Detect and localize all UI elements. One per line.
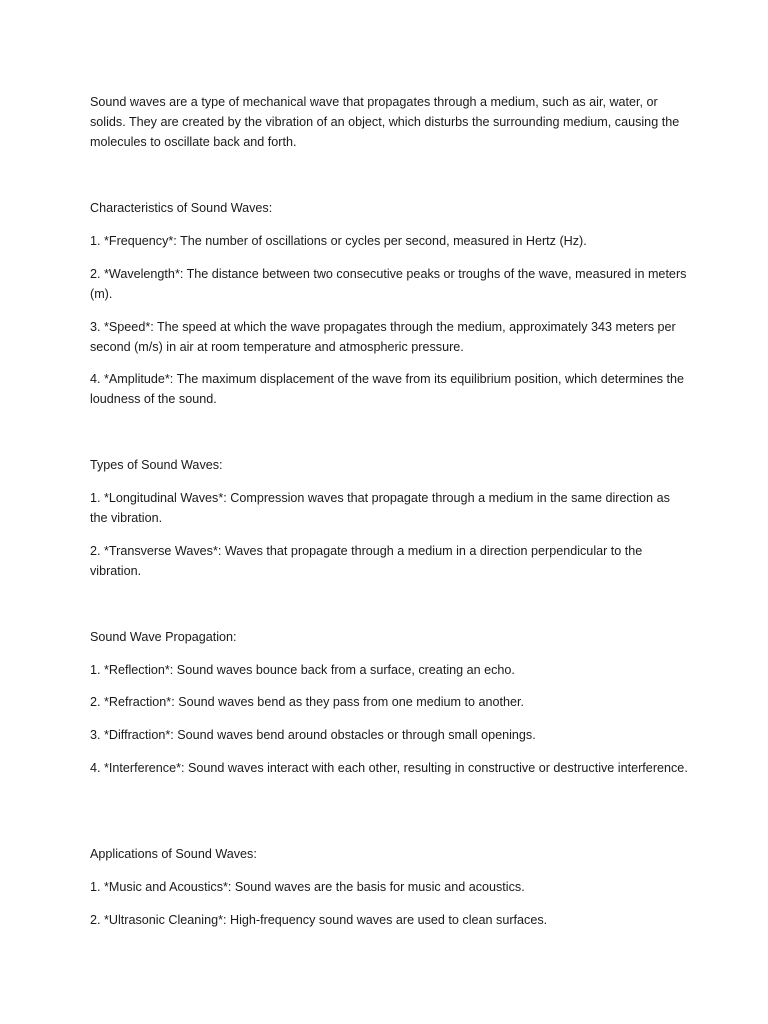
list-item: 4. *Interference*: Sound waves interact with each other, resulting in constructive or destructive interference.: [90, 761, 688, 775]
list-item: 2. *Transverse Waves*: Waves that propagate through a medium in a direction perpendicular to the vibration.: [90, 544, 643, 578]
list-item: 1. *Music and Acoustics*: Sound waves are the basis for music and acoustics.: [90, 880, 525, 894]
section-heading-types: Types of Sound Waves:: [90, 458, 223, 472]
list-item: 2. *Wavelength*: The distance between two consecutive peaks or troughs of the wave, measured in meters (m).: [90, 267, 687, 301]
section-heading-applications: Applications of Sound Waves:: [90, 847, 257, 861]
list-item: 1. *Frequency*: The number of oscillations or cycles per second, measured in Hertz (Hz).: [90, 234, 587, 248]
list-item: 4. *Amplitude*: The maximum displacement of the wave from its equilibrium position, which determines the loudness of the sound.: [90, 372, 685, 406]
list-item: 1. *Reflection*: Sound waves bounce back from a surface, creating an echo.: [90, 663, 515, 677]
intro-paragraph: Sound waves are a type of mechanical wave that propagates through a medium, such as air, water, or solids. They are created by the vibration of an object, which disturbs the surrounding medium, causing the molecules to oscillate back and forth.: [90, 95, 680, 149]
section-heading-characteristics: Characteristics of Sound Waves:: [90, 201, 273, 215]
list-item: 2. *Ultrasonic Cleaning*: High-frequency sound waves are used to clean surfaces.: [90, 913, 548, 927]
list-item: 3. *Speed*: The speed at which the wave propagates through the medium, approximately 343 meters per second (m/s) in air at room temperature and atmospheric pressure.: [90, 320, 676, 354]
list-item: 3. *Diffraction*: Sound waves bend around obstacles or through small openings.: [90, 728, 536, 742]
section-heading-propagation: Sound Wave Propagation:: [90, 630, 237, 644]
list-item: 1. *Longitudinal Waves*: Compression waves that propagate through a medium in the same direction as the vibration.: [90, 491, 670, 525]
list-item: 2. *Refraction*: Sound waves bend as they pass from one medium to another.: [90, 695, 525, 709]
